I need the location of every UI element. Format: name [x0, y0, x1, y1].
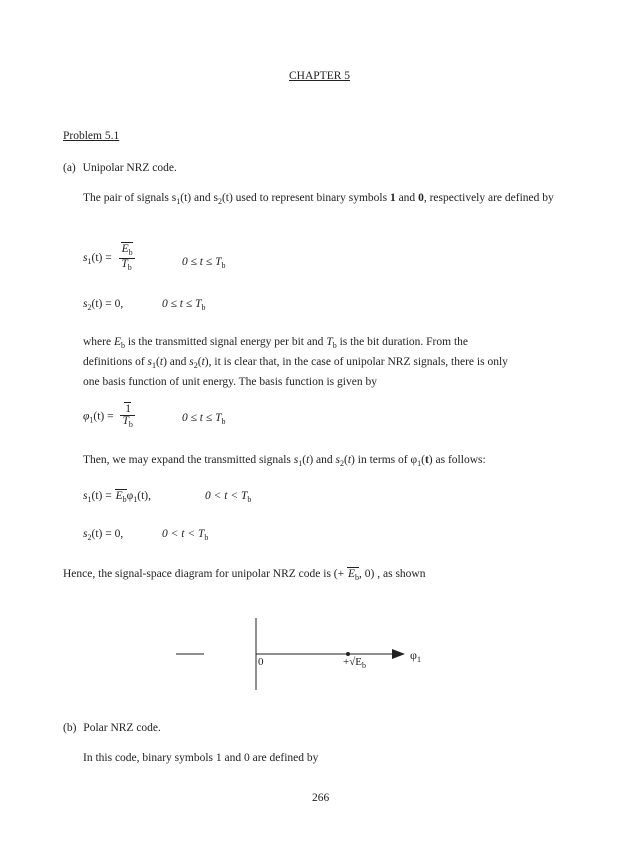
equation-s1-expansion-range: $0 < t < T_b$ — [205, 490, 252, 504]
equation-s2-expansion: $s_2(t) = 0$, — [83, 528, 124, 542]
axis-label: $\varphi_1$ — [410, 648, 421, 664]
page-number: 266 — [312, 792, 330, 804]
equation-basis-function: $\varphi_1(t)$ = $\frac{1}{T_b}$ — [83, 403, 133, 429]
signal-point-label: $+√E_b$ — [343, 656, 366, 670]
equation-basis-range: $0 \le t \le T_b$ — [182, 412, 226, 426]
origin-label: 0 — [258, 656, 264, 668]
chapter-heading: CHAPTER 5 — [289, 70, 351, 82]
part-b-heading — [63, 722, 161, 734]
part-a-paragraph-3: Then, we may expand the transmitted signals $s_1(t)$ and $s_2(t)$ in terms of $\varphi_1(t)$ as follows: — [83, 454, 486, 468]
problem-title: Problem 5.1 — [63, 130, 120, 142]
part-a-heading — [63, 162, 177, 174]
equation-s1-expansion: $s_1(t) = E_b\varphi_1(t)$, — [83, 490, 151, 504]
part-a-intro: The pair of signals $s_1(t)$ and $s_2(t)$ used to represent binary symbols 1 and 0, respectively are defined by — [83, 192, 554, 206]
equation-s2-range: $0 \le t \le T_b$ — [162, 298, 206, 312]
equation-s1-range: $0 \le t \le T_b$ — [182, 256, 226, 270]
part-a-title: Unipolar NRZ code. — [82, 162, 177, 174]
signal-space-diagram — [0, 600, 641, 700]
part-b-intro: In this code, binary symbols 1 and 0 are defined by — [83, 752, 319, 764]
signal-space-statement: Hence, the signal-space diagram for unipolar NRZ code is (+ $E_b$, 0) , as shown — [63, 568, 426, 582]
part-a-label: (a) — [63, 162, 76, 174]
part-a-paragraph-2: where $E_b$ is the transmitted signal energy per bit and $T_b$ is the bit duration. From the definitions of $s_1(t)$ and $s_2(t)$, it is clear that, in the case of unipolar NRZ signals, there is only one basis function of unit energy. The basis function is given by — [83, 336, 508, 388]
equation-s2-expansion-range: $0 < t < T_b$ — [162, 528, 209, 542]
axis-arrow-icon — [392, 649, 405, 659]
part-b-title: Polar NRZ code. — [83, 722, 161, 734]
part-b-label: (b) — [63, 722, 77, 734]
equation-s2: $s_2(t) = 0$, — [83, 298, 124, 312]
equation-s1: $s_1(t)$ = $\frac{E_b}{T_b}$ — [83, 243, 133, 272]
